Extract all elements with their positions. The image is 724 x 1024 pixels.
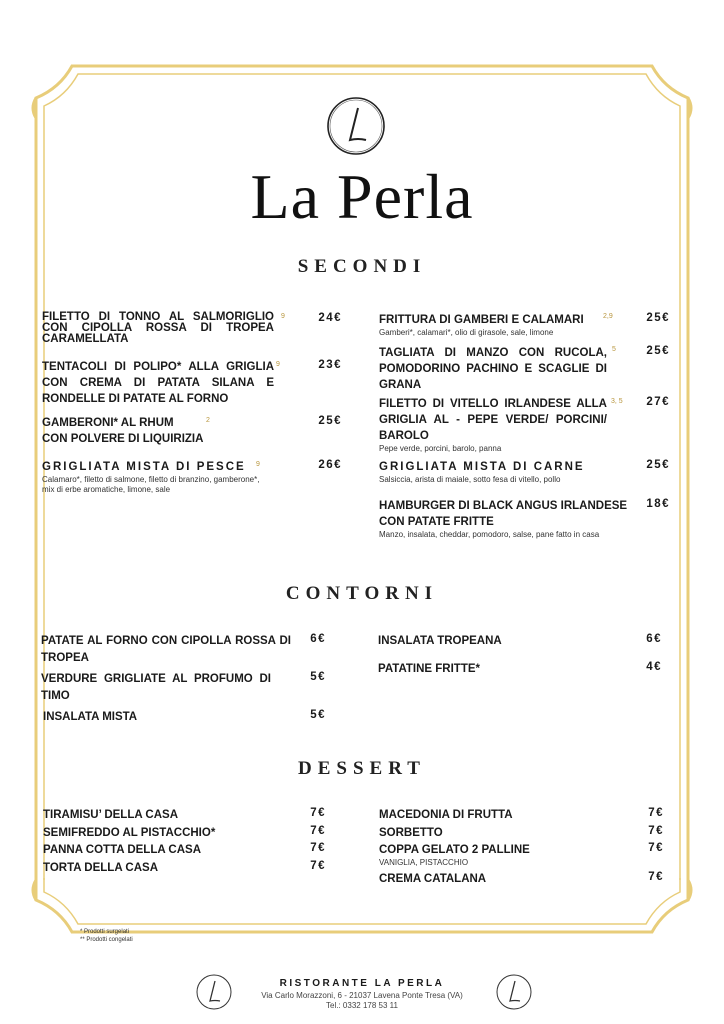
item-price: 5€ bbox=[310, 709, 326, 721]
menu-item bbox=[378, 661, 608, 677]
item-name: TIRAMISU’ DELLA CASA bbox=[43, 809, 179, 821]
item-price: 7€ bbox=[648, 842, 664, 854]
item-description: Calamaro*, filetto di salmone, filetto di branzino, gamberone*, mix di erbe aromatiche, limone, sale bbox=[42, 475, 260, 494]
item-price: 6€ bbox=[646, 633, 662, 645]
menu-item bbox=[43, 807, 283, 823]
menu-item bbox=[43, 860, 283, 876]
item-price: 26€ bbox=[318, 459, 342, 471]
menu-item bbox=[43, 709, 273, 725]
item-price: 7€ bbox=[648, 825, 664, 837]
item-description: Gamberi*, calamari*, olio di girasole, sale, limone bbox=[379, 328, 554, 337]
menu-item bbox=[42, 359, 274, 407]
item-name: GAMBERONI* AL RHUM bbox=[42, 417, 174, 429]
menu-item bbox=[41, 633, 291, 667]
allergen-code: 9 bbox=[276, 361, 280, 368]
item-price: 25€ bbox=[646, 459, 670, 471]
item-description: Salsiccia, arista di maiale, sotto fesa di vitello, pollo bbox=[379, 475, 561, 484]
menu-item bbox=[43, 825, 283, 841]
menu-item bbox=[379, 345, 607, 393]
item-price: 7€ bbox=[310, 825, 326, 837]
item-name: FILETTO DI TONNO AL SALMORIGLIO CON CIPOLLA ROSSA DI TROPEA CARAMELLATA bbox=[42, 311, 274, 345]
menu-item bbox=[41, 671, 271, 705]
menu-item bbox=[379, 842, 619, 868]
item-name: TENTACOLI DI POLIPO* ALLA GRIGLIA CON CREMA DI PATATA SILANA E RONDELLE DI PATATE AL FORNO bbox=[42, 361, 274, 405]
menu-item bbox=[42, 415, 282, 447]
item-price: 6€ bbox=[310, 633, 326, 645]
item-name: GRIGLIATA MISTA DI PESCE bbox=[42, 461, 246, 473]
allergen-code: 3, 5 bbox=[611, 398, 623, 405]
menu-item bbox=[379, 807, 619, 823]
menu-item bbox=[42, 459, 282, 495]
item-price: 27€ bbox=[646, 396, 670, 408]
menu-item bbox=[379, 459, 619, 485]
footnote-surgelati: * Prodotti surgelati bbox=[80, 929, 130, 935]
item-price: 7€ bbox=[648, 807, 664, 819]
section-title-dessert: DESSERT bbox=[298, 758, 426, 779]
item-price: 7€ bbox=[310, 842, 326, 854]
item-price: 25€ bbox=[318, 415, 342, 427]
item-description: Pepe verde, porcini, barolo, panna bbox=[379, 444, 502, 453]
item-name: VERDURE GRIGLIATE AL PROFUMO DI TIMO bbox=[41, 673, 271, 702]
item-price: 23€ bbox=[318, 359, 342, 371]
item-price: 7€ bbox=[310, 860, 326, 872]
footnotes bbox=[80, 928, 133, 944]
menu-item bbox=[379, 871, 619, 887]
la-perla-logo bbox=[324, 94, 388, 158]
footer-restaurant-name: RISTORANTE LA PERLA bbox=[279, 978, 445, 989]
item-name: PATATE AL FORNO CON CIPOLLA ROSSA DI TROPEA bbox=[41, 635, 291, 664]
section-title-secondi: SECONDI bbox=[297, 256, 427, 277]
allergen-code: 9 bbox=[281, 313, 285, 320]
item-name: CREMA CATALANA bbox=[379, 873, 487, 885]
item-name: SEMIFREDDO AL PISTACCHIO* bbox=[43, 827, 216, 839]
item-price: 25€ bbox=[646, 345, 670, 357]
item-price: 4€ bbox=[646, 661, 662, 673]
item-name: INSALATA TROPEANA bbox=[378, 635, 502, 647]
item-price: 24€ bbox=[318, 312, 342, 324]
item-name: PATATINE FRITTE* bbox=[378, 663, 481, 675]
item-name: HAMBURGER DI BLACK ANGUS IRLANDESE CON PATATE FRITTE bbox=[379, 500, 628, 528]
item-name: TORTA DELLA CASA bbox=[43, 862, 158, 874]
item-name: SORBETTO bbox=[379, 827, 443, 839]
allergen-code: 9 bbox=[256, 461, 260, 468]
item-name: INSALATA MISTA bbox=[43, 711, 138, 723]
item-price: 7€ bbox=[648, 871, 664, 883]
menu-item bbox=[43, 842, 283, 858]
menu-item bbox=[42, 312, 274, 345]
menu-item bbox=[379, 498, 635, 540]
menu-item bbox=[379, 825, 619, 841]
item-description: Manzo, insalata, cheddar, pomodoro, salse, pane fatto in casa bbox=[379, 530, 600, 539]
footnote-congelati: ** Prodotti congelati bbox=[80, 937, 133, 943]
item-description: VANIGLIA, PISTACCHIO bbox=[379, 858, 469, 867]
footer-telephone: Tel.: 0332 178 53 11 bbox=[326, 1001, 398, 1010]
item-name: COPPA GELATO 2 PALLINE bbox=[379, 844, 530, 856]
item-price: 7€ bbox=[310, 807, 326, 819]
item-name: FRITTURA DI GAMBERI E CALAMARI bbox=[379, 314, 584, 326]
allergen-code: 2 bbox=[206, 417, 210, 424]
item-name: MACEDONIA DI FRUTTA bbox=[379, 809, 513, 821]
allergen-code: 2,9 bbox=[603, 313, 613, 320]
item-price: 5€ bbox=[310, 671, 326, 683]
footer-address: Via Carlo Morazzoni, 6 - 21037 Lavena Ponte Tresa (VA) bbox=[261, 991, 463, 1000]
item-price: 25€ bbox=[646, 312, 670, 324]
item-price: 18€ bbox=[646, 498, 670, 510]
allergen-code: 5 bbox=[612, 346, 616, 353]
item-name: GRIGLIATA MISTA DI CARNE bbox=[379, 461, 585, 473]
menu-item bbox=[378, 633, 608, 649]
item-name: FILETTO DI VITELLO IRLANDESE ALLA GRIGLIA AL - PEPE VERDE/ PORCINI/ BAROLO bbox=[379, 398, 607, 442]
restaurant-title: La Perla bbox=[250, 161, 474, 232]
item-name-line2: CON POLVERE DI LIQUIRIZIA bbox=[42, 433, 204, 445]
menu-item bbox=[379, 396, 607, 454]
menu-item bbox=[379, 312, 609, 338]
section-title-contorni: CONTORNI bbox=[285, 583, 439, 604]
item-name: TAGLIATA DI MANZO CON RUCOLA, POMODORINO PACHINO E SCAGLIE DI GRANA bbox=[379, 347, 607, 391]
item-name: PANNA COTTA DELLA CASA bbox=[43, 844, 202, 856]
